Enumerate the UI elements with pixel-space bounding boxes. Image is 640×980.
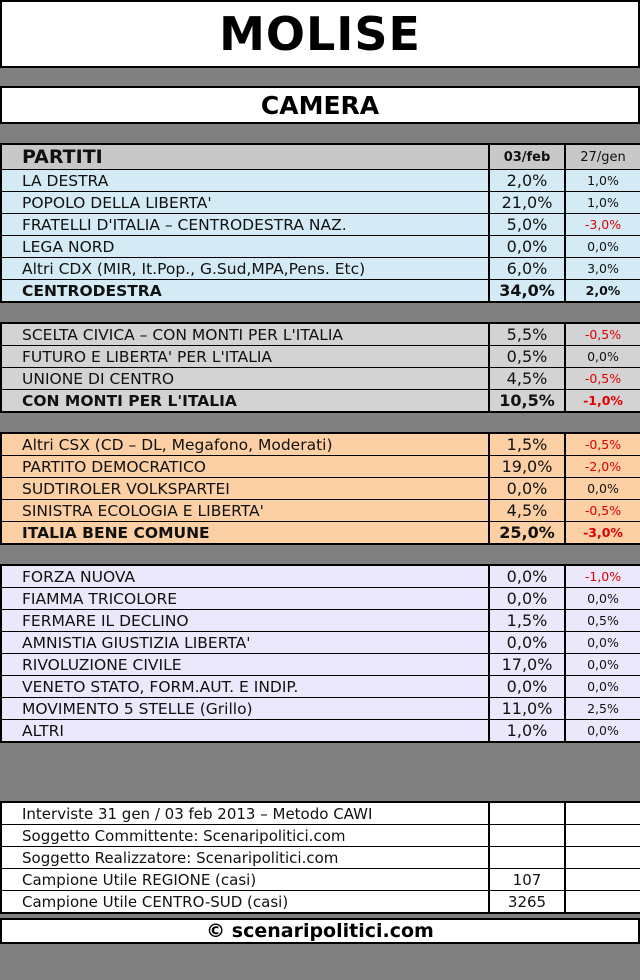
info-label: Interviste 31 gen / 03 feb 2013 – Metodo CAWI <box>1 802 489 825</box>
party-value: 1,5% <box>489 433 565 456</box>
party-name: FIAMMA TRICOLORE <box>1 588 489 610</box>
info-label: Soggetto Committente: Scenaripolitici.com <box>1 825 489 847</box>
party-name: POPOLO DELLA LIBERTA' <box>1 192 489 214</box>
table-row <box>1 323 640 346</box>
info-row <box>1 802 640 825</box>
party-value: 0,0% <box>489 565 565 588</box>
party-change: 3,0% <box>565 258 640 280</box>
coalition-change: 2,0% <box>565 280 640 303</box>
coalition-name: CON MONTI PER L'ITALIA <box>1 390 489 413</box>
party-value: 19,0% <box>489 456 565 478</box>
header-date-current: 03/feb <box>489 144 565 170</box>
party-name: SCELTA CIVICA – CON MONTI PER L'ITALIA <box>1 323 489 346</box>
info-label: Soggetto Realizzatore: Scenaripolitici.com <box>1 847 489 869</box>
table-row <box>1 478 640 500</box>
party-change: 0,0% <box>565 654 640 676</box>
party-value: 4,5% <box>489 368 565 390</box>
info-value: 107 <box>489 869 565 891</box>
party-change: -1,0% <box>565 565 640 588</box>
party-value: 2,0% <box>489 170 565 192</box>
table-row <box>1 368 640 390</box>
party-name: UNIONE DI CENTRO <box>1 368 489 390</box>
coalition-value: 10,5% <box>489 390 565 413</box>
chamber-subtitle: CAMERA <box>0 86 640 124</box>
party-change: 0,0% <box>565 720 640 743</box>
party-value: 5,0% <box>489 214 565 236</box>
party-change: -2,0% <box>565 456 640 478</box>
info-value <box>489 802 565 825</box>
coalition-value: 25,0% <box>489 522 565 545</box>
party-name: VENETO STATO, FORM.AUT. E INDIP. <box>1 676 489 698</box>
info-row <box>1 825 640 847</box>
party-change: 0,0% <box>565 236 640 258</box>
header-partiti: PARTITI <box>1 144 489 170</box>
info-empty <box>565 869 640 891</box>
party-change: -3,0% <box>565 214 640 236</box>
table-row <box>1 214 640 236</box>
info-empty <box>565 825 640 847</box>
party-name: AMNISTIA GIUSTIZIA LIBERTA' <box>1 632 489 654</box>
party-value: 6,0% <box>489 258 565 280</box>
coalition-name: ITALIA BENE COMUNE <box>1 522 489 545</box>
info-row <box>1 869 640 891</box>
party-value: 0,0% <box>489 478 565 500</box>
party-name: SUDTIROLER VOLKSPARTEI <box>1 478 489 500</box>
table-row <box>1 346 640 368</box>
party-change: 0,0% <box>565 588 640 610</box>
header-date-previous: 27/gen <box>565 144 640 170</box>
table-row-total <box>1 522 640 545</box>
party-name: MOVIMENTO 5 STELLE (Grillo) <box>1 698 489 720</box>
info-row <box>1 847 640 869</box>
party-change: -0,5% <box>565 323 640 346</box>
info-value: 3265 <box>489 891 565 914</box>
party-name: SINISTRA ECOLOGIA E LIBERTA' <box>1 500 489 522</box>
party-name: LEGA NORD <box>1 236 489 258</box>
info-value <box>489 847 565 869</box>
table-row-total <box>1 390 640 413</box>
party-value: 0,5% <box>489 346 565 368</box>
info-empty <box>565 802 640 825</box>
table-row <box>1 610 640 632</box>
table-italia-bene-comune <box>0 432 640 545</box>
table-row <box>1 676 640 698</box>
party-value: 0,0% <box>489 236 565 258</box>
info-value <box>489 825 565 847</box>
party-name: LA DESTRA <box>1 170 489 192</box>
party-value: 11,0% <box>489 698 565 720</box>
party-value: 17,0% <box>489 654 565 676</box>
party-name: FORZA NUOVA <box>1 565 489 588</box>
party-change: 1,0% <box>565 192 640 214</box>
table-row <box>1 258 640 280</box>
party-name: FUTURO E LIBERTA' PER L'ITALIA <box>1 346 489 368</box>
info-empty <box>565 847 640 869</box>
party-name: PARTITO DEMOCRATICO <box>1 456 489 478</box>
table-row-total <box>1 280 640 303</box>
party-change: 0,0% <box>565 478 640 500</box>
info-empty <box>565 891 640 914</box>
copyright-footer: © scenaripolitici.com <box>0 918 640 944</box>
party-value: 1,0% <box>489 720 565 743</box>
table-row <box>1 565 640 588</box>
party-change: -0,5% <box>565 433 640 456</box>
party-value: 1,5% <box>489 610 565 632</box>
table-row <box>1 500 640 522</box>
party-value: 0,0% <box>489 676 565 698</box>
party-change: 2,5% <box>565 698 640 720</box>
party-value: 0,0% <box>489 632 565 654</box>
party-value: 5,5% <box>489 323 565 346</box>
party-change: 0,0% <box>565 632 640 654</box>
table-row <box>1 236 640 258</box>
table-monti <box>0 322 640 413</box>
table-row <box>1 588 640 610</box>
table-others <box>0 564 640 743</box>
table-survey-info <box>0 801 640 914</box>
page-title: MOLISE <box>0 0 640 68</box>
info-label: Campione Utile REGIONE (casi) <box>1 869 489 891</box>
table-row <box>1 720 640 743</box>
party-name: FERMARE IL DECLINO <box>1 610 489 632</box>
info-label: Campione Utile CENTRO-SUD (casi) <box>1 891 489 914</box>
party-name: ALTRI <box>1 720 489 743</box>
table-row <box>1 632 640 654</box>
party-change: -0,5% <box>565 500 640 522</box>
table-row <box>1 170 640 192</box>
table-row <box>1 192 640 214</box>
table-row <box>1 456 640 478</box>
party-name: Altri CSX (CD – DL, Megafono, Moderati) <box>1 433 489 456</box>
party-change: 1,0% <box>565 170 640 192</box>
party-change: -0,5% <box>565 368 640 390</box>
party-name: RIVOLUZIONE CIVILE <box>1 654 489 676</box>
coalition-change: -1,0% <box>565 390 640 413</box>
table-row <box>1 698 640 720</box>
table-row <box>1 654 640 676</box>
party-value: 0,0% <box>489 588 565 610</box>
info-row <box>1 891 640 914</box>
table-centrodestra <box>0 143 640 303</box>
coalition-value: 34,0% <box>489 280 565 303</box>
coalition-change: -3,0% <box>565 522 640 545</box>
table-row <box>1 433 640 456</box>
party-value: 21,0% <box>489 192 565 214</box>
party-name: Altri CDX (MIR, It.Pop., G.Sud,MPA,Pens. Etc) <box>1 258 489 280</box>
party-change: 0,0% <box>565 346 640 368</box>
party-value: 4,5% <box>489 500 565 522</box>
coalition-name: CENTRODESTRA <box>1 280 489 303</box>
party-change: 0,0% <box>565 676 640 698</box>
party-change: 0,5% <box>565 610 640 632</box>
party-name: FRATELLI D'ITALIA – CENTRODESTRA NAZ. <box>1 214 489 236</box>
